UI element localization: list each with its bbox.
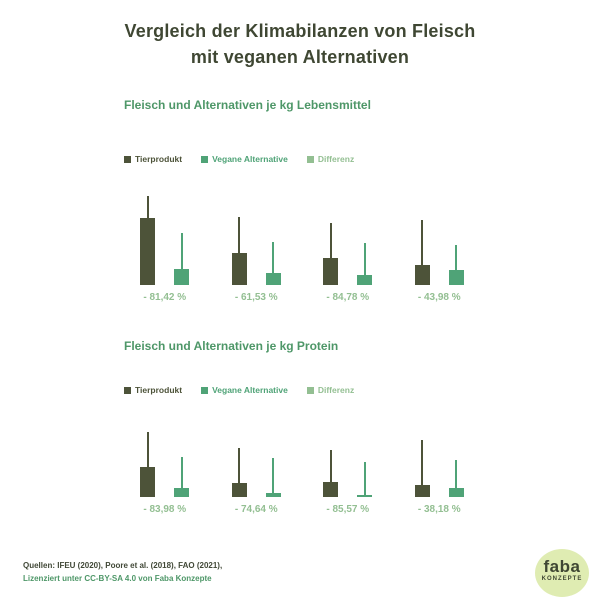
bar-group (211, 431, 303, 515)
vegan-bar-whisker (181, 457, 183, 488)
difference-label: - 85,57 % (326, 504, 370, 515)
vegan-bar (266, 493, 281, 497)
vegan-bar-column (449, 460, 464, 497)
difference-label: - 38,18 % (417, 504, 461, 515)
vegan-bar-whisker (272, 242, 274, 273)
vegan-bar-whisker (181, 233, 183, 269)
legend-item-differenz (307, 154, 354, 164)
vegan-bar (449, 270, 464, 285)
vegan-bar (174, 269, 189, 285)
logo-subtitle: KONZEPTE (541, 576, 583, 582)
vegan-bar-column (174, 457, 189, 497)
section-header-per-kg-lebensmittel: Fleisch und Alternativen je kg Lebensmittel (124, 98, 371, 112)
animal-bar (415, 485, 430, 497)
legend-label-vegane-alternative: Vegane Alternative (212, 385, 288, 395)
bar-pair (140, 431, 189, 497)
bar-group (211, 190, 303, 303)
animal-bar-column (415, 220, 430, 285)
differenz-swatch-icon (307, 387, 314, 394)
bar-pair (232, 190, 281, 285)
animal-bar (415, 265, 430, 285)
vegan-bar-column (174, 233, 189, 285)
bar-group (119, 431, 211, 515)
legend-label-differenz: Differenz (317, 154, 355, 164)
difference-label: - 81,42 % (143, 292, 187, 303)
animal-bar-column (323, 450, 338, 497)
bar-pair (323, 190, 372, 285)
bar-pair (232, 431, 281, 497)
vegane-alternative-swatch-icon (201, 156, 208, 163)
bar-chart-per-kg-lebensmittel (119, 190, 485, 303)
differenz-swatch-icon (307, 156, 314, 163)
legend-chart-1 (124, 154, 354, 164)
vegan-bar-column (266, 458, 281, 497)
animal-bar-column (232, 217, 247, 285)
vegan-bar-whisker (272, 458, 274, 493)
legend-chart-2 (124, 385, 354, 395)
legend-label-differenz: Differenz (317, 385, 355, 395)
animal-bar-whisker (238, 217, 240, 253)
vegan-bar (449, 488, 464, 497)
tierprodukt-swatch-icon (124, 387, 131, 394)
difference-label: - 61,53 % (234, 292, 278, 303)
bar-pair (140, 190, 189, 285)
animal-bar-whisker (330, 450, 332, 482)
animal-bar-whisker (330, 223, 332, 258)
vegan-bar-column (357, 243, 372, 285)
vegan-bar-column (357, 462, 372, 497)
vegan-bar-whisker (364, 462, 366, 495)
legend-item-tierprodukt (124, 385, 182, 395)
page-title (0, 18, 600, 70)
vegan-bar (266, 273, 281, 285)
difference-label: - 74,64 % (234, 504, 278, 515)
vegan-bar (357, 275, 372, 285)
bar-pair (323, 431, 372, 497)
bar-group (119, 190, 211, 303)
bar-pair (415, 190, 464, 285)
footer-sources (23, 559, 222, 585)
animal-bar (140, 467, 155, 497)
legend-label-vegane-alternative: Vegane Alternative (212, 154, 288, 164)
bar-group (394, 431, 486, 515)
animal-bar (140, 218, 155, 285)
legend-label-tierprodukt: Tierprodukt (135, 385, 183, 395)
page-title-line2: mit veganen Alternativen (190, 47, 410, 67)
vegan-bar (357, 495, 372, 497)
vegan-bar (174, 488, 189, 497)
animal-bar-whisker (421, 440, 423, 485)
vegan-bar-whisker (364, 243, 366, 275)
legend-item-vegane-alternative (201, 154, 288, 164)
animal-bar-column (232, 448, 247, 497)
animal-bar (323, 258, 338, 285)
bar-chart-per-kg-protein (119, 431, 485, 515)
vegan-bar-column (449, 245, 464, 285)
section-header-per-kg-protein: Fleisch und Alternativen je kg Protein (124, 339, 339, 353)
bar-group (302, 190, 394, 303)
vegan-bar-whisker (455, 460, 457, 488)
vegan-bar-whisker (455, 245, 457, 270)
animal-bar-column (323, 223, 338, 285)
bar-group (394, 190, 486, 303)
logo-name: faba (543, 557, 581, 576)
legend-label-tierprodukt: Tierprodukt (135, 154, 183, 164)
animal-bar-column (140, 432, 155, 497)
difference-label: - 83,98 % (143, 504, 187, 515)
page-title-line1: Vergleich der Klimabilanzen von Fleisch (124, 21, 476, 41)
bar-group (302, 431, 394, 515)
legend-item-vegane-alternative (201, 385, 288, 395)
tierprodukt-swatch-icon (124, 156, 131, 163)
animal-bar (232, 253, 247, 285)
animal-bar (232, 483, 247, 497)
faba-konzepte-logo (535, 549, 589, 597)
animal-bar-column (140, 196, 155, 285)
vegane-alternative-swatch-icon (201, 387, 208, 394)
vegan-bar-column (266, 242, 281, 285)
difference-label: - 84,78 % (326, 292, 370, 303)
animal-bar-whisker (147, 432, 149, 467)
difference-label: - 43,98 % (417, 292, 461, 303)
legend-item-tierprodukt (124, 154, 182, 164)
animal-bar-column (415, 440, 430, 497)
animal-bar (323, 482, 338, 497)
legend-item-differenz (307, 385, 354, 395)
animal-bar-whisker (147, 196, 149, 218)
license-line: Lizenziert unter CC-BY-SA 4.0 von Faba Konzepte (23, 574, 212, 583)
animal-bar-whisker (238, 448, 240, 483)
animal-bar-whisker (421, 220, 423, 265)
sources-line-1: Quellen: IFEU (2020), Poore et al. (2018), FAO (2021), (23, 561, 223, 570)
bar-pair (415, 431, 464, 497)
